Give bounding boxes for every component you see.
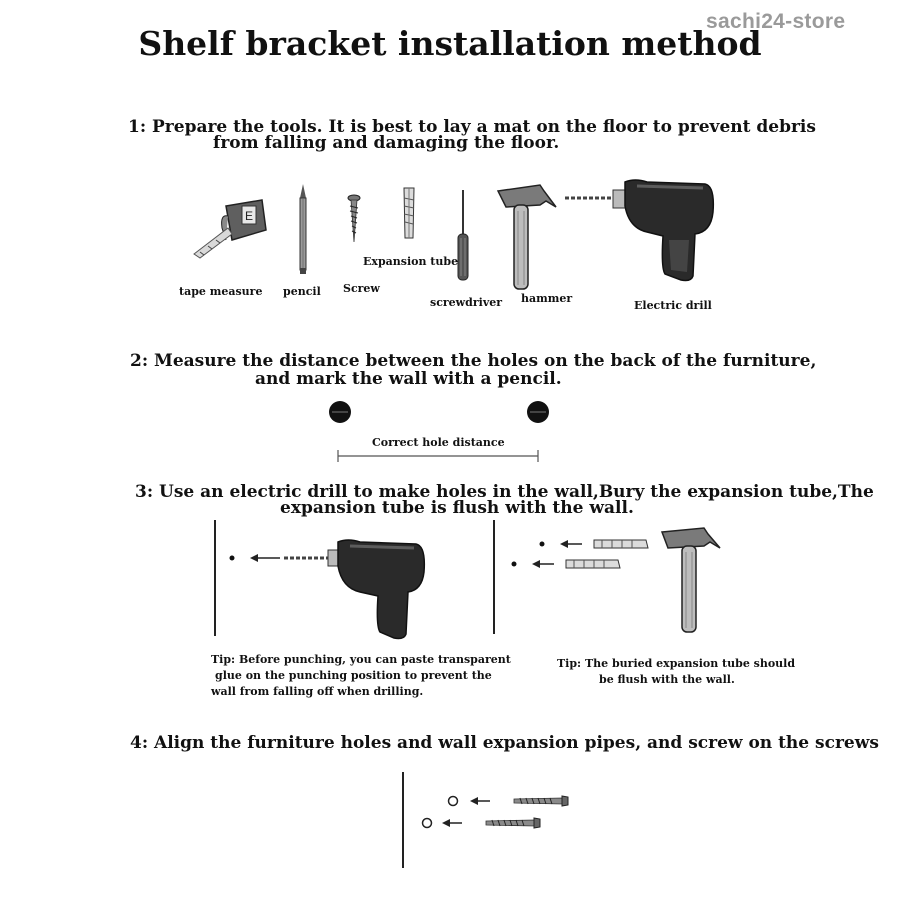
step3-text-line1: 3: Use an electric drill to make holes in the wall,Bury the expansion tube,The: [135, 482, 874, 502]
arrow-left-icon: [470, 797, 490, 805]
hammer-icon: [662, 528, 720, 632]
expansion-tube-label: Expansion tube: [363, 255, 459, 268]
hammer-label: hammer: [521, 292, 573, 305]
pencil-icon: [296, 184, 310, 276]
electric-drill-label: Electric drill: [634, 299, 712, 312]
electric-drill-icon: [565, 176, 715, 286]
tip-drilling-line3: wall from falling off when drilling.: [211, 685, 424, 698]
step3-text-line2: expansion tube is flush with the wall.: [280, 498, 634, 518]
hole-marks-diagram: [326, 398, 556, 468]
screw-label: Screw: [343, 282, 380, 295]
screw-install-diagram: [398, 770, 588, 870]
step2-text-line2: and mark the wall with a pencil.: [255, 369, 562, 389]
arrow-left-icon: [442, 819, 462, 827]
tip-drilling-line2: glue on the punching position to prevent the: [215, 669, 492, 682]
expansion-tube-icon: [594, 540, 648, 548]
screw-icon: [486, 818, 540, 828]
screwdriver-label: screwdriver: [430, 296, 503, 309]
tape-measure-icon: [190, 196, 270, 260]
step2-text-line1: 2: Measure the distance between the holes on the back of the furniture,: [130, 351, 817, 371]
arrow-left-icon: [250, 554, 280, 562]
arrow-left-icon: [560, 540, 582, 548]
page-title: Shelf bracket installation method: [138, 24, 762, 63]
hole-left-icon: [329, 401, 351, 423]
expansion-tube-icon: [401, 186, 417, 242]
expansion-tube-install-diagram: [490, 518, 730, 638]
screw-icon: [346, 194, 362, 244]
expansion-tube-icon: [566, 560, 620, 568]
hole-distance-label: Correct hole distance: [372, 436, 505, 449]
screwdriver-icon: [455, 190, 471, 282]
screw-icon: [514, 796, 568, 806]
svg-text:E: E: [245, 209, 254, 223]
pencil-label: pencil: [283, 285, 321, 298]
hammer-icon: [496, 181, 560, 291]
drilling-diagram: [210, 518, 440, 648]
step1-text-line1: 1: Prepare the tools. It is best to lay a mat on the floor to prevent debris: [128, 117, 816, 137]
tip-expansion-line2: be flush with the wall.: [599, 673, 735, 686]
hole-right-icon: [527, 401, 549, 423]
tip-drilling: [211, 652, 511, 700]
tip-expansion-tube: [557, 656, 795, 688]
store-watermark: sachi24-store: [706, 10, 846, 33]
step1-text-line2: from falling and damaging the floor.: [213, 133, 560, 153]
step4-text-line1: 4: Align the furniture holes and wall expansion pipes, and screw on the screws: [130, 733, 879, 753]
tape-measure-label: tape measure: [179, 285, 263, 298]
tip-expansion-line1: Tip: The buried expansion tube should: [557, 657, 796, 670]
arrow-left-icon: [532, 560, 554, 568]
tip-drilling-line1: Tip: Before punching, you can paste transparent: [211, 653, 511, 666]
